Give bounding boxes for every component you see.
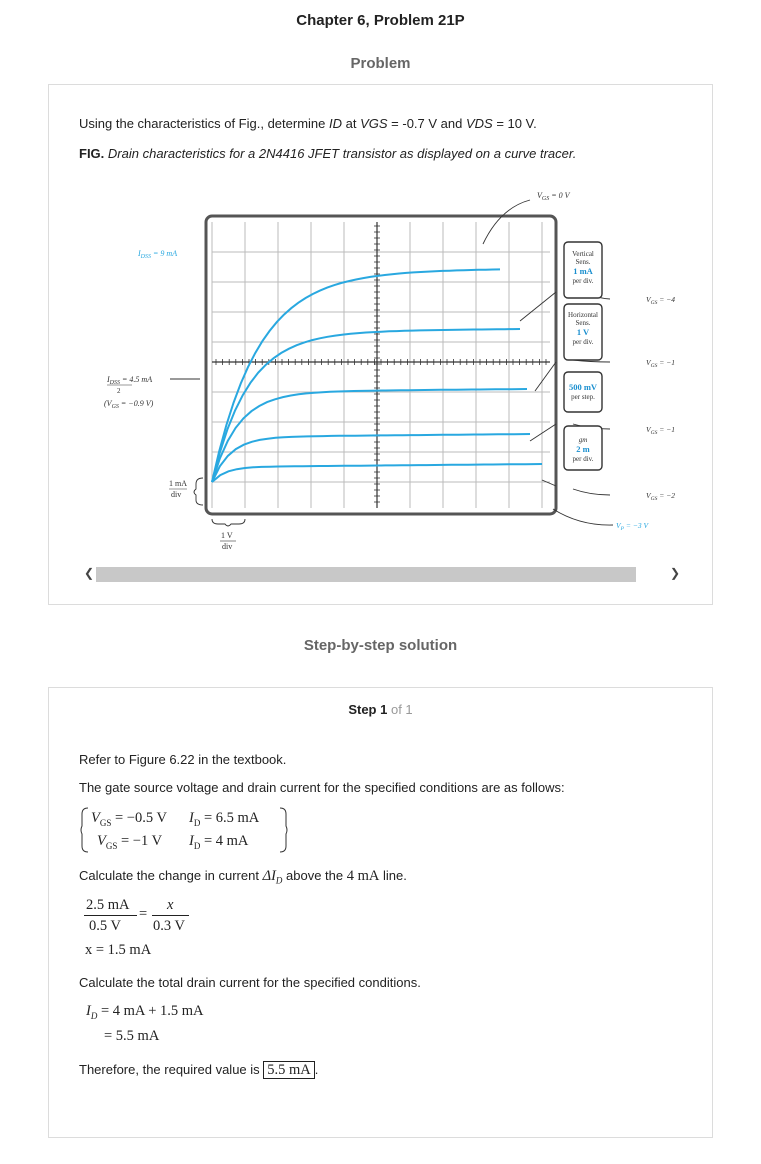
condition-row-1: $V_{GS} = -0.5$ V	[91, 810, 167, 828]
condition-row-2-current: $I_D = 4$ mA	[189, 833, 249, 851]
fraction-2-numerator: x	[167, 897, 174, 913]
change-text: Calculate the change in current $\Delta I_D$ above the 4 mA line.	[79, 868, 407, 886]
ydiv-denominator: div	[171, 490, 182, 499]
svg-text:per div.: per div.	[572, 455, 594, 463]
ydiv-brace	[194, 478, 203, 505]
xdiv-label: 1 V	[221, 531, 233, 540]
fraction-2-denominator: 0.3 V	[153, 918, 185, 934]
therefore-text: Therefore, the required value is 5.5 mA .	[79, 1062, 319, 1078]
svg-text:per div.: per div.	[572, 277, 594, 285]
scroll-right-button[interactable]: ❯	[670, 566, 681, 580]
id-equation-line-1: $I_D = 4$ mA + 1.5 mA	[86, 1003, 204, 1021]
condition-row-2: $V_{GS} = -1$ V	[97, 833, 163, 851]
problem-heading: Problem	[350, 55, 411, 72]
svg-text:1 V: 1 V	[576, 327, 590, 337]
svg-text:Sens.: Sens.	[575, 319, 591, 327]
svg-text:VGS = −1: $V_{GS} = -1$	[646, 425, 675, 436]
step-indicator: Step 1 of 1	[348, 702, 413, 717]
ydiv-label: 1 mA	[169, 479, 187, 488]
svg-text:per div.: per div.	[572, 338, 594, 346]
id-equation-line-2: = 5.5 mA	[104, 1028, 160, 1044]
scroll-left-button[interactable]: ❮	[84, 566, 95, 580]
fraction-1-denominator: 0.5 V	[89, 918, 121, 934]
svg-text:per step.: per step.	[571, 393, 595, 401]
equals-sign: =	[139, 906, 148, 922]
fraction-denominator: 2	[117, 387, 121, 395]
svg-text:VGS = −4: $V_{GS} = -4$	[646, 295, 675, 306]
fraction-1-bar	[84, 915, 137, 916]
jfet-characteristics-figure	[90, 186, 690, 556]
svg-text:2 m: 2 m	[576, 444, 590, 454]
page-title: Chapter 6, Problem 21P	[296, 12, 465, 29]
svg-text:500 mV: 500 mV	[568, 382, 598, 392]
horizontal-scrollbar[interactable]	[96, 567, 636, 582]
problem-question: Using the characteristics of Fig., determine ID at VGS = -0.7 V and VDS = 10 V.	[79, 116, 537, 131]
gate-text: The gate source voltage and drain current for the specified conditions are as follows:	[79, 780, 565, 795]
svg-text:VGS = −2: $V_{GS} = -2$	[646, 491, 675, 502]
xdiv-brace	[212, 519, 245, 526]
condition-row-1-current: $I_D = 6.5$ mA	[189, 810, 260, 828]
fraction-1-numerator: 2.5 mA	[86, 897, 130, 913]
svg-text:Vertical: Vertical	[572, 250, 594, 258]
x-result: x = 1.5 mA	[85, 942, 152, 958]
answer-box: 5.5 mA	[263, 1061, 315, 1079]
svg-text:Horizontal: Horizontal	[568, 311, 598, 319]
refer-text: Refer to Figure 6.22 in the textbook.	[79, 752, 287, 767]
vp-label: $V_P = -3$ V	[616, 521, 649, 532]
svg-text:VGS = −1: $V_{GS} = -1$	[646, 358, 675, 369]
idss-half-label: $I_{DSS} = 4.5$ mA	[107, 375, 153, 386]
vgs0-label: $V_{GS} = 0$ V	[537, 191, 570, 202]
svg-text:Sens.: Sens.	[575, 258, 591, 266]
svg-text:gm: gm	[578, 436, 588, 444]
fraction-2-bar	[152, 915, 189, 916]
right-vgs-labels	[646, 295, 675, 502]
svg-text:1 mA: 1 mA	[573, 266, 593, 276]
figure-caption: FIG. Drain characteristics for a 2N4416 JFET transistor as displayed on a curve tracer.	[79, 146, 577, 161]
settings-panels	[564, 242, 602, 470]
total-text: Calculate the total drain current for the specified conditions.	[79, 975, 421, 990]
xdiv-denominator: div	[222, 542, 233, 551]
idss-label: $I_{DSS} = 9$ mA	[138, 249, 178, 260]
solution-heading: Step-by-step solution	[303, 637, 458, 654]
half-vgs-label: ($V_{GS} = -0.9$ V)	[104, 399, 154, 410]
